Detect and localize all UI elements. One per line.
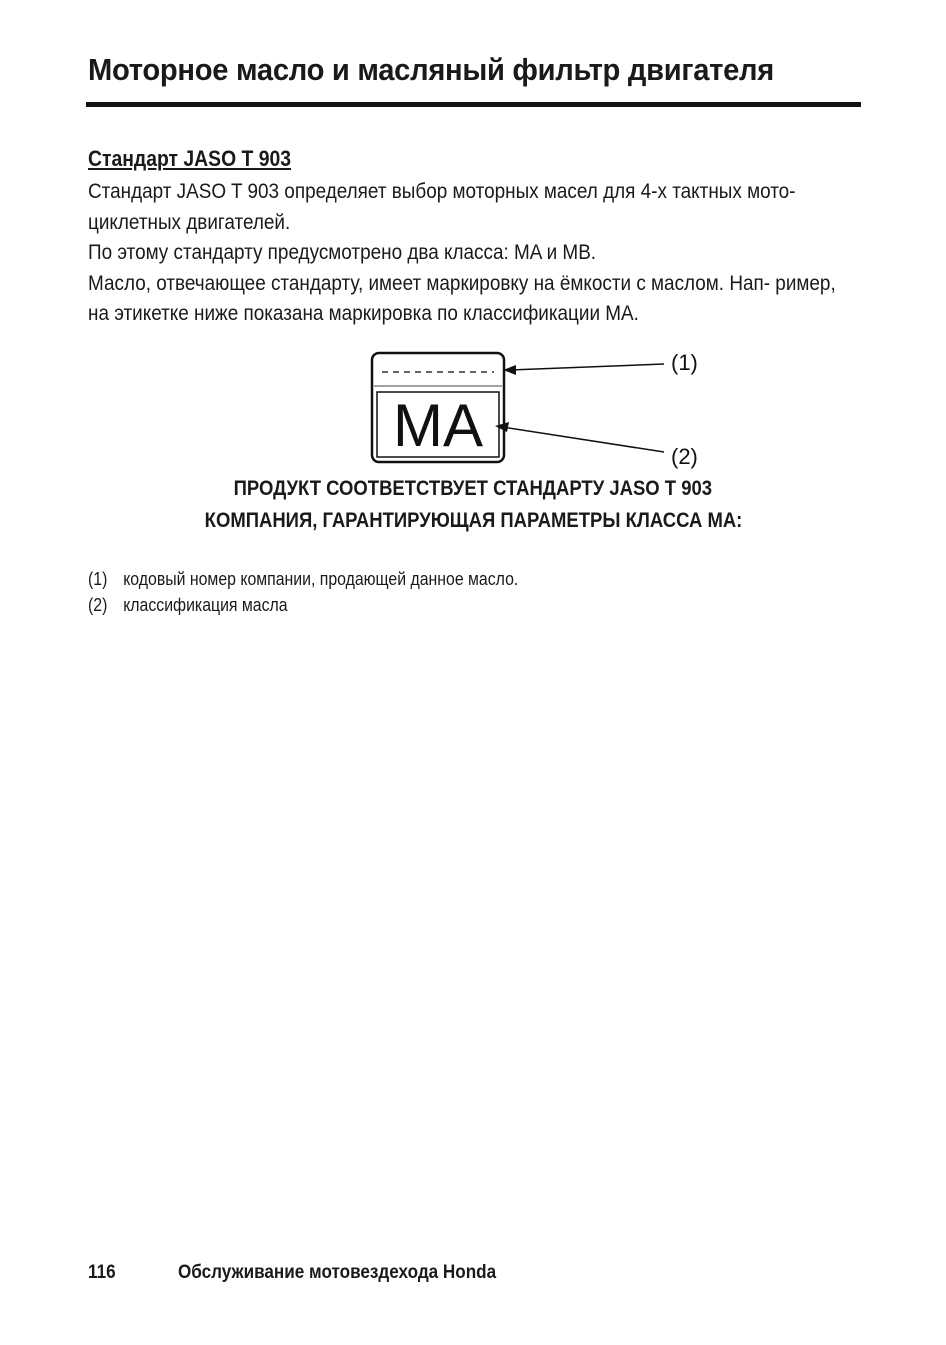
legend-item <box>88 566 704 592</box>
legend-text: кодовый номер компании, продающей данное масло. <box>123 569 519 589</box>
legend-number: (2) <box>88 595 108 615</box>
book-title: Обслуживание мотовездехода Honda <box>178 1262 497 1283</box>
paragraph-classes: По этому стандарту предусмотрено два класса: MA и MB. <box>88 240 597 264</box>
body-text <box>88 176 845 329</box>
paragraph-jaso-definition: Стандарт JASO T 903 определяет выбор моторных масел для 4-х тактных мото- циклетных двигателей. <box>88 179 796 234</box>
page-number: 116 <box>88 1262 116 1283</box>
callout-line-1 <box>510 364 664 370</box>
callout-1-label: (1) <box>671 350 698 375</box>
callout-line-2 <box>502 427 664 452</box>
section-heading: Стандарт JASO T 903 <box>88 146 292 171</box>
legend <box>88 566 704 618</box>
diagram-caption-line-2 <box>0 509 946 533</box>
paragraph-marking: Масло, отвечающее стандарту, имеет маркировку на ёмкости с маслом. Нап- ример, на этикетке ниже показана маркировка по классификации MA. <box>88 270 836 325</box>
oil-label-diagram <box>360 340 740 475</box>
page-footer <box>88 1262 496 1284</box>
legend-text: классификация масла <box>123 595 288 615</box>
caption-2-text: КОМПАНИЯ, ГАРАНТИРУЮЩАЯ ПАРАМЕТРЫ КЛАССА MA: <box>204 509 742 532</box>
legend-item <box>88 592 704 618</box>
title-rule <box>86 102 861 107</box>
callout-2-label: (2) <box>671 444 698 469</box>
arrowhead-2 <box>495 422 509 432</box>
page-title: Моторное масло и масляный фильтр двигателя <box>88 52 775 87</box>
diagram-caption-line-1 <box>0 477 946 501</box>
caption-1-text: ПРОДУКТ СООТВЕТСТВУЕТ СТАНДАРТУ JASO T 903 <box>233 477 713 500</box>
legend-number: (1) <box>88 569 108 589</box>
label-class-code: MA <box>393 392 483 459</box>
